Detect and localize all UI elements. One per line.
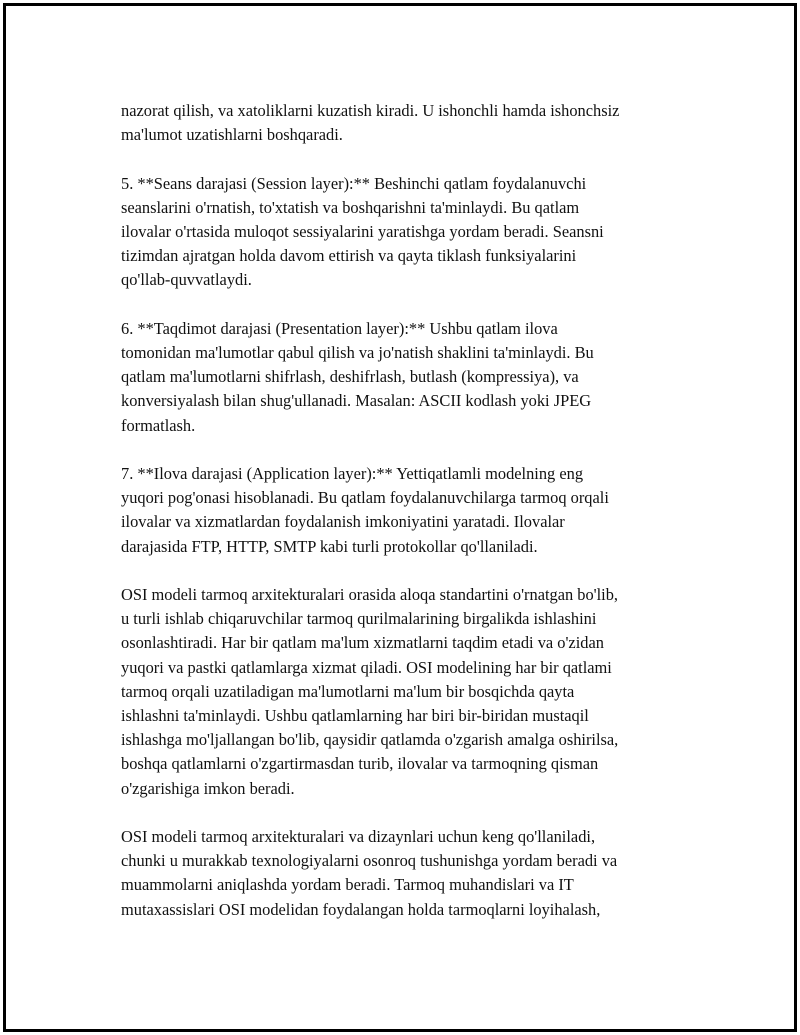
paragraph-presentation-layer: 6. **Taqdimot darajasi (Presentation layer):** Ushbu qatlam ilova tomonidan ma'lumotlar qabul qilish va jo'natish shaklini ta'minlaydi. Bu qatlam ma'lumotlarni shifrlash, deshifrlash, butlash (kompressiya), va konversiyalash bilan shug'ullanadi. Masalan: ASCII kodlash yoki JPEG formatlash. <box>121 318 594 435</box>
page-content <box>121 99 696 946</box>
paragraph-application-layer: 7. **Ilova darajasi (Application layer):** Yettiqatlamli modelning eng yuqori pog'onasi hisoblanadi. Bu qatlam foydalanuvchilarga tarmoq orqali ilovalar va xizmatlardan foydalanish imkoniyatini yaratadi. Ilovalar darajasida FTP, HTTP, SMTP kabi turli protokollar qo'llaniladi. <box>121 464 609 556</box>
paragraph-transport-continuation: nazorat qilish, va xatoliklarni kuzatish kiradi. U ishonchli hamda ishonchsiz ma'lumot uzatishlarni boshqaradi. <box>121 101 620 145</box>
paragraph-session-layer: 5. **Seans darajasi (Session layer):** Beshinchi qatlam foydalanuvchi seanslarini o'rnatish, to'xtatish va boshqarishni ta'minlaydi. Bu qatlam ilovalar o'rtasida muloqot sessiyalarini yaratishga yordam beradi. Seansni tizimdan ajratgan holda davom ettirish va qayta tiklash funksiyalarini qo'llab-quvvatlaydi. <box>121 173 604 290</box>
page-frame <box>3 3 797 1032</box>
paragraph-osi-usage: OSI modeli tarmoq arxitekturalari va dizaynlari uchun keng qo'llaniladi, chunki u murakkab texnologiyalarni osonroq tushunishga yordam beradi va muammolarni aniqlashda yordam beradi. Tarmoq muhandislari va IT mutaxassislari OSI modelidan foydalangan holda tarmoqlarni loyihalash, <box>121 827 618 919</box>
paragraph-osi-overview: OSI modeli tarmoq arxitekturalari orasida aloqa standartini o'rnatgan bo'lib, u turli ishlab chiqaruvchilar tarmoq qurilmalarining birgalikda ishlashini osonlashtiradi. Har bir qatlam ma'lum xizmatlarni taqdim etadi va o'zidan yuqori va pastki qatlamlarga xizmat qiladi. OSI modelining har bir qatlami tarmoq orqali uzatiladigan ma'lumotlarni ma'lum bir bosqichda qayta ishlashni ta'minlaydi. Ushbu qatlamlarning har biri bir-biridan mustaqil ishlashga mo'ljallangan bo'lib, qaysidir qatlamda o'zgarish amalga oshirilsa, boshqa qatlamlarni o'zgartirmasdan turib, ilovalar va tarmoqning qisman o'zgarishiga imkon beradi. <box>121 585 619 798</box>
